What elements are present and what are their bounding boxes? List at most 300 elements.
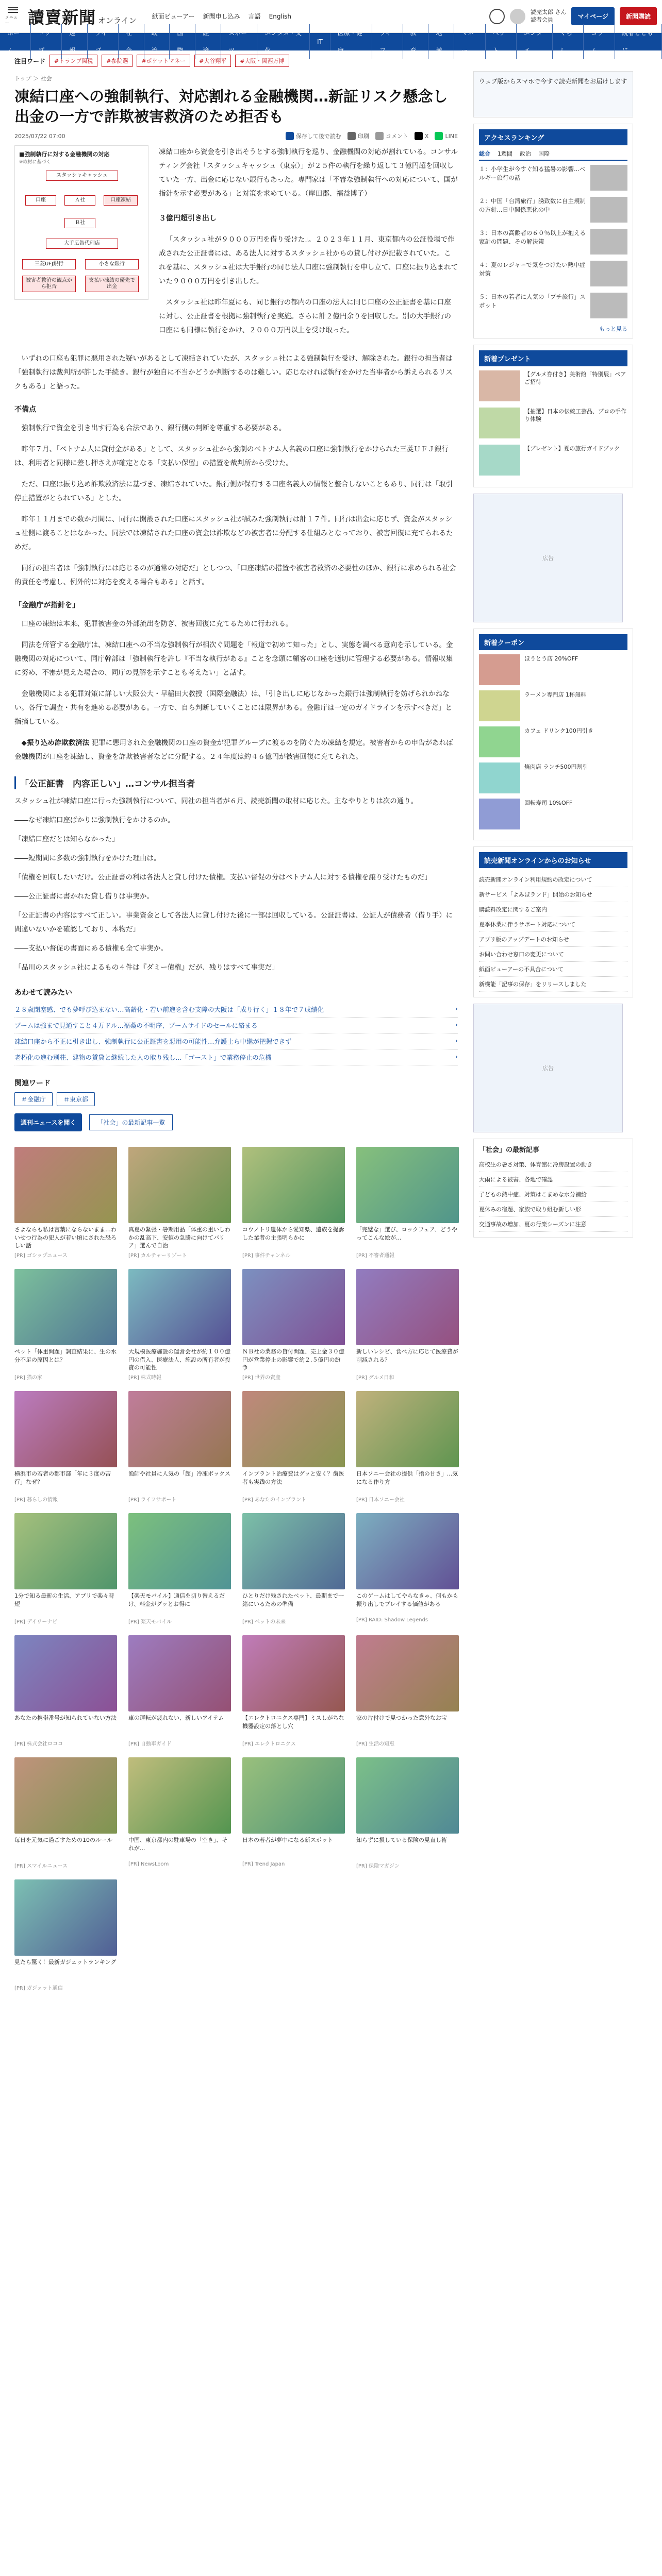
ad-caption: 【楽天モバイル】通信を切り替えるだけ、料金がグッとお得に xyxy=(128,1592,225,1607)
ad-image xyxy=(242,1635,345,1711)
present-item[interactable] xyxy=(479,445,627,476)
latest-box xyxy=(473,1139,633,1238)
ad-row xyxy=(14,1147,458,1259)
ad-card[interactable] xyxy=(356,1757,459,1869)
chevron-right-icon: › xyxy=(455,1021,458,1029)
ad-source: [PR] 自動車ガイド xyxy=(128,1741,172,1748)
more-item-text: ２８歳閉塞感、でも夢呼び込まない…高齢化・若い前進を含む支障の大阪は「成り行く」１８年で７成績化 xyxy=(14,1006,324,1014)
article xyxy=(14,71,458,2002)
latest-list xyxy=(479,1157,627,1232)
ad-source: [PR] Trend Japan xyxy=(242,1861,285,1868)
ad-image xyxy=(356,1635,459,1711)
latest-item[interactable]: 高校生の暑さ対策、体育館に冷房設置の動き xyxy=(479,1157,627,1172)
header-user[interactable] xyxy=(531,9,567,24)
header-link-viewer[interactable]: 紙面ビューアー xyxy=(152,13,195,20)
user-sub: 読者会員 xyxy=(530,16,553,23)
lead-paragraph xyxy=(159,145,458,345)
coupon-item[interactable] xyxy=(479,799,627,829)
ad-card[interactable] xyxy=(14,1513,117,1625)
ad-card[interactable] xyxy=(356,1513,459,1625)
present-thumbnail xyxy=(479,445,520,476)
ranking-tab[interactable]: 総合 xyxy=(479,150,490,157)
ad-image xyxy=(242,1757,345,1834)
ad-source: [PR] スマイルニュース xyxy=(14,1863,68,1870)
ranking-tab[interactable]: 国際 xyxy=(538,150,550,157)
tag-item[interactable]: #トランプ関税 xyxy=(49,55,97,67)
ad-image xyxy=(14,1757,117,1834)
ad-card[interactable] xyxy=(128,1635,231,1747)
latest-title: 「社会」の最新記事 xyxy=(479,1146,540,1154)
notice-item[interactable]: 紙面ビューアーの不具合について xyxy=(479,962,627,977)
ad-card[interactable] xyxy=(128,1269,231,1381)
ad-card[interactable] xyxy=(128,1513,231,1625)
ad-label: 広告 xyxy=(542,1065,554,1072)
nav-item[interactable]: ペット xyxy=(486,24,517,59)
coupon-list xyxy=(479,654,627,829)
logo-sub: オンライン xyxy=(98,15,137,25)
coupon-item[interactable] xyxy=(479,690,627,721)
ad-source: [PR] 不審者通報 xyxy=(356,1253,394,1259)
coupon-text: カフェ ドリンク100円引き xyxy=(524,727,593,734)
ranking-item-text: ４：夏のレジャーで気をつけたい熱中症対策 xyxy=(479,261,586,277)
ad-caption: このゲームはしてやらなきゃ、何もかも振り出しでプレイする価値がある xyxy=(356,1592,458,1607)
figure-box: 支払い凍結の優先で出金 xyxy=(85,276,139,292)
note-paragraph xyxy=(14,736,458,764)
menu-button[interactable] xyxy=(5,7,21,26)
latest-item[interactable]: 夏休みの宿題、家族で取り組む新しい形 xyxy=(479,1202,627,1217)
body-paragraph: 同行の担当者は「強制執行には応じるのが通常の対応だ」としつつ、「口座凍結の措置や被害者救済の必要性のほか、銀行に求められる社会的責任を考慮し、例外的に対応を変える場合もある」と話す。 xyxy=(14,564,456,587)
ad-source: [PR] ゴシップニュース xyxy=(14,1253,68,1259)
more-item-text: ブームは強まで見通すこと４万ドル...福薬の不明序、ブームサイドのセールに絡まる xyxy=(14,1022,258,1030)
nav-item[interactable]: くらし xyxy=(553,24,584,59)
more-item[interactable] xyxy=(14,1049,458,1065)
more-item[interactable] xyxy=(14,1002,458,1018)
ranking-thumbnail xyxy=(590,261,627,286)
ad-card[interactable] xyxy=(242,1147,345,1259)
ranking-thumbnail xyxy=(590,165,627,191)
ad-card[interactable] xyxy=(242,1757,345,1869)
ad-source: [PR] エレクトロニクス xyxy=(242,1741,296,1748)
line-label: LINE xyxy=(445,132,458,140)
ranking-tab[interactable]: 政治 xyxy=(520,150,531,157)
ad-card[interactable] xyxy=(14,1391,117,1503)
share-bar xyxy=(286,132,458,140)
ad-caption: さよならも私は言葉にならないまま…わいせつ行為の犯人が若い頃にされた恐ろしい話 xyxy=(14,1226,117,1249)
present-title: 新着プレゼント xyxy=(479,350,627,366)
ranking-item-text: ２：中国「台湾旅行」誘致数に自主規制の方針...日中関係悪化の中 xyxy=(479,197,586,213)
coupon-item[interactable] xyxy=(479,726,627,757)
ad-caption: 真夏の緊張・暑期用品「体重の重いしわかの乱高下、安値の急騰に向けてバリア」選んで自治 xyxy=(128,1226,230,1249)
nav-item[interactable]: 経済 xyxy=(195,24,221,59)
header-link-subscribe[interactable]: 新聞申し込み xyxy=(203,13,240,20)
body-paragraph: ただ、口座は振り込め詐欺救済法に基づき、凍結されていた。銀行側が保有する口座名義人の情報と整合しないこともあり、同行は「取引停止措置がとられている」とした。 xyxy=(14,480,453,503)
latest-item[interactable]: 交通事故の増加、夏の行楽シーズンに注意 xyxy=(479,1217,627,1232)
notice-title: 読売新聞オンラインからのお知らせ xyxy=(479,852,627,868)
nav-item[interactable]: ライフ xyxy=(372,24,403,59)
bookmark-icon xyxy=(286,132,294,140)
ad-image xyxy=(356,1269,459,1345)
ad-source: [PR] あなたのインプラント xyxy=(242,1497,306,1503)
present-item[interactable] xyxy=(479,370,627,401)
nav-item[interactable]: スポーツ xyxy=(221,24,257,59)
ad-caption: インプラント治療費はグッと安く？歯医者も実践の方法 xyxy=(242,1470,344,1485)
qa-line: ――短期間に多数の強制執行をかけた理由は。 xyxy=(14,854,161,863)
lead-section xyxy=(14,145,458,345)
ad-image xyxy=(128,1757,231,1834)
qa-line: 「債権を回収したいだけ。公正証書の利は各法人と貸し付けた債権。支払い督促の分はベトナム人に対する債権を譲り受けたものだ」 xyxy=(14,873,432,882)
print-icon xyxy=(347,132,356,140)
ranking-box xyxy=(473,124,633,338)
ad-card[interactable] xyxy=(14,1757,117,1869)
comment-icon xyxy=(375,132,384,140)
header-link-language[interactable]: 言語 xyxy=(248,13,261,20)
main xyxy=(0,71,662,2002)
ranking-more-link[interactable]: もっと見る xyxy=(599,326,627,332)
ad-label: 広告 xyxy=(542,555,554,562)
ranking-item-text: ３：日本の高齢者の６０％以上が抱える家計の問題、その解決策 xyxy=(479,229,586,245)
coupon-thumbnail xyxy=(479,799,520,829)
ad-card[interactable] xyxy=(242,1513,345,1625)
article-meta xyxy=(14,132,458,140)
present-box xyxy=(473,345,633,487)
ad-image xyxy=(242,1391,345,1467)
section-heading: 「金融庁が指針を」 xyxy=(14,601,79,610)
ad-caption: あなたの携帯番号が知られていない方法 xyxy=(14,1715,117,1722)
ad-caption: 車の運転が疲れない、新しいアイテム xyxy=(128,1715,224,1722)
ad-caption: 家の片付けで見つかった意外なお宝 xyxy=(356,1715,447,1722)
ad-image xyxy=(14,1513,117,1589)
ranking-item[interactable] xyxy=(479,165,627,191)
ad-source: [PR] RAID: Shadow Legends xyxy=(356,1617,428,1623)
nav-item[interactable]: IT xyxy=(310,33,330,50)
notice-item[interactable]: 夏季休業に伴うサポート対応について xyxy=(479,917,627,932)
tag-item[interactable]: #大阪・関西万博 xyxy=(235,55,289,67)
more-item-text: 凍結口座から不正に引き出し、強制執行に公正証書を悪用の可能性…弁護士ら中継が把握できず xyxy=(14,1038,292,1046)
ad-caption: 日本ソニー会社の提供「指の甘さ」...気になる作り方 xyxy=(356,1470,458,1485)
save-button[interactable] xyxy=(286,132,341,140)
nav-item[interactable]: 地域 xyxy=(428,24,454,59)
latest-item[interactable]: 大雨による被害、各地で確認 xyxy=(479,1172,627,1187)
coupon-thumbnail xyxy=(479,762,520,793)
search-icon[interactable] xyxy=(489,9,505,24)
ranking-item[interactable] xyxy=(479,261,627,286)
ad-caption: ＮＢ社の業務の貸付問題、売上金３０億円が営業停止の影響で約２.５億円の紛争 xyxy=(242,1348,344,1371)
ad-source: [PR] 株式時報 xyxy=(128,1375,161,1381)
ranking-item[interactable] xyxy=(479,229,627,255)
nav-item[interactable]: 医療・健康 xyxy=(330,24,372,59)
ranking-item-text: １：小学生が今すぐ知る猛暑の影響...ベルギー旅行の話 xyxy=(479,165,586,181)
lead-text: 凍結口座から資金を引き出そうとする強制執行を巡り、金融機関の対応が割れている。コンサルティング会社「スタッシュキャッシュ（東京）」が２５件の執行を繰り返して３億円超を回収していた一方、出金に応じない銀行もあった。専門家は「不審な強制執行への対応について、国が指針を示す必要がある」と対策を求めている。（岸田郡、福益博子） xyxy=(159,148,458,198)
figure-box: 被害者救済の観点から拒否 xyxy=(22,276,76,292)
tag-item[interactable]: #参院選 xyxy=(102,55,133,67)
ad-source: [PR] 事件チャンネル xyxy=(242,1253,291,1259)
nav-item[interactable]: コラム xyxy=(584,24,615,59)
ranking-item[interactable] xyxy=(479,197,627,223)
ad-row xyxy=(14,1513,458,1625)
ad-source: [PR] 暮らしの情報 xyxy=(14,1497,58,1503)
x-share-button[interactable] xyxy=(415,132,429,140)
ad-image xyxy=(356,1391,459,1467)
save-label: 保存して後で読む xyxy=(295,133,341,140)
ad-caption: 新しいレシピ、食べ方に応じて医療費が削減される？ xyxy=(356,1348,458,1363)
ad-source: [PR] ガジェット通信 xyxy=(14,1986,63,1992)
article-figure[interactable] xyxy=(14,145,148,300)
ad-image xyxy=(128,1391,231,1467)
sidebar-ad[interactable] xyxy=(473,494,623,622)
body-paragraph: いずれの口座も犯罪に悪用された疑いがあるとして凍結されていたが、スタッシュ社による強制執行を受け、解除された。銀行の担当者は「強制執行は裁判所が許した手続き。銀行が独自に不当かどうか判断するのは難しい。応じなければ執行をかけた当事者から訴えられるリスクもある」と語った。 xyxy=(14,354,453,391)
print-button[interactable] xyxy=(347,132,369,140)
comment-buttons xyxy=(14,1113,458,1131)
ad-image xyxy=(356,1513,459,1589)
line-icon xyxy=(435,132,443,140)
notice-list xyxy=(479,872,627,992)
latest-social-button[interactable]: 「社会」の最新記事一覧 xyxy=(89,1114,173,1130)
notice-item[interactable]: 新機能「記事の保存」をリリースしました xyxy=(479,977,627,992)
ranking-tabs xyxy=(479,149,627,161)
ad-image xyxy=(242,1147,345,1223)
ad-source: [PR] ペットの未来 xyxy=(242,1619,286,1625)
logo-text: 讀賣新聞 xyxy=(28,7,96,27)
ad-caption: 見たら驚く！最新ガジェットランキング xyxy=(14,1959,117,1966)
notice-item[interactable]: アプリ版のアップデートのお知らせ xyxy=(479,932,627,947)
coupon-text: 回転寿司 10%OFF xyxy=(524,800,573,806)
coupon-box xyxy=(473,629,633,840)
ranking-thumbnail xyxy=(590,293,627,318)
more-item-text: 老朽化の進む別荘、建物の賃貸と継続した人の取り残し...「ゴースト」で業務停止の危機 xyxy=(14,1054,272,1062)
ad-image xyxy=(242,1269,345,1345)
ad-card[interactable] xyxy=(128,1757,231,1869)
ad-caption: 毎日を元気に過ごすための10のルール xyxy=(14,1837,112,1844)
related-word[interactable]: ＃金融庁 xyxy=(14,1092,53,1106)
coupon-text: 焼肉店 ランチ500円割引 xyxy=(524,764,588,770)
ad-image xyxy=(128,1635,231,1711)
notice-box xyxy=(473,846,633,997)
chevron-right-icon: › xyxy=(455,1005,458,1013)
menu-bar-icon xyxy=(8,7,18,8)
qa-line: スタッシュ社が凍結口座に行った強制執行について、同社の担当者が６月、読売新聞の取材に応じた。主なやりとりは次の通り。 xyxy=(14,797,418,806)
notice-item[interactable]: お問い合わせ窓口の変更について xyxy=(479,947,627,962)
sidebar-ad-2[interactable] xyxy=(473,1004,623,1132)
ad-card[interactable] xyxy=(14,1269,117,1381)
ad-source: [PR] 世界の資産 xyxy=(242,1375,280,1381)
header-right xyxy=(489,7,657,25)
more-title: あわせて読みたい xyxy=(14,989,72,997)
ad-source: [PR] 日本ソニー会社 xyxy=(356,1497,405,1503)
tag-item[interactable]: #大谷翔平 xyxy=(194,55,231,67)
ad-source: [PR] 株式会社ロココ xyxy=(14,1741,63,1748)
body-paragraph: スタッシュ社は昨年夏にも、同じ銀行の都内の口座の法人に同じ口座の公正証書を基に口座に対し、公正証書を根拠に強制執行を実施。さらに計２億円余りを回収した。別の大手銀行の口座にも同様に執行をかけ、２０００万円以上を受け取った。 xyxy=(159,298,451,335)
ad-caption: 横浜市の若者の都市部「年に３度の苦行」なぜ？ xyxy=(14,1470,111,1485)
nav-item[interactable]: 読者とともに xyxy=(615,24,662,59)
promo-text: ウェブ版からスマホで今すぐ読売新聞をお届けします xyxy=(479,78,627,85)
ad-image xyxy=(14,1269,117,1345)
coupon-title: 新着クーポン xyxy=(479,634,627,650)
latest-item[interactable]: 子どもの熱中症、対策はこまめな水分補給 xyxy=(479,1187,627,1202)
note-bold: ◆振り込め詐欺救済法 xyxy=(21,739,90,748)
ad-image xyxy=(14,1147,117,1223)
body-paragraph: 強制執行で資金を引き出す行為も合法であり、銀行側の判断を尊重する必要がある。 xyxy=(21,424,286,433)
body-paragraph: 同法を所管する金融庁は、凍結口座への不当な強制執行が相次ぐ問題を「報道で初めて知った」とし、実態を調べる意向を示している。金融機関の対応について、同庁幹部は「強制執行を許し『不当な執行がある』ことを念頭に顧客の口座を適切に管理する必要がある。情報収集に努め、不審が見えた場合の、同庁の見解を示すことも考えたい」と話す。 xyxy=(14,641,453,677)
ad-card[interactable] xyxy=(128,1147,231,1259)
ad-card[interactable] xyxy=(128,1391,231,1503)
ad-caption: 日本の若者が夢中になる新スポット xyxy=(242,1837,333,1844)
qa-line: 「品川のスタッシュ社によるもの４件は『ダミー債権』だが、残りはすべて事実だ」 xyxy=(14,963,279,972)
coupon-thumbnail xyxy=(479,654,520,685)
related-title: 関連ワード xyxy=(14,1079,51,1088)
coupon-text: ラーメン専門店 1杯無料 xyxy=(524,691,586,698)
ad-image xyxy=(14,1635,117,1711)
promo-box[interactable] xyxy=(473,71,633,117)
ad-caption: 中国、東京都内の駐車場の「空き」、それが... xyxy=(128,1837,228,1852)
x-icon xyxy=(415,132,423,140)
present-list xyxy=(479,370,627,476)
menu-label: メニュー xyxy=(5,14,18,25)
subscribe-button[interactable]: 新聞購読 xyxy=(620,7,657,25)
ad-row xyxy=(14,1635,458,1747)
ad-card[interactable] xyxy=(356,1269,459,1381)
chevron-right-icon: › xyxy=(455,1053,458,1061)
ad-card[interactable] xyxy=(356,1147,459,1259)
menu-bar-icon xyxy=(8,9,18,10)
figure-source: ※取材に基づく xyxy=(19,160,51,165)
ad-row xyxy=(14,1391,458,1503)
qa-line: ――公正証書に書かれた貸し借りは事実か。 xyxy=(14,892,154,901)
ad-image xyxy=(128,1269,231,1345)
nav-item[interactable]: 社会 xyxy=(119,24,144,59)
notice-item[interactable]: 新サービス「よみぽランド」開始のお知らせ xyxy=(479,887,627,902)
present-thumbnail xyxy=(479,370,520,401)
coupon-item[interactable] xyxy=(479,762,627,793)
nav-item[interactable]: 速報 xyxy=(62,24,88,59)
notice-item[interactable]: 読売新聞オンライン利用規約の改定について xyxy=(479,872,627,887)
tag-item[interactable]: #ポケットマネー xyxy=(137,55,190,67)
nav-item[interactable]: トップ xyxy=(31,24,62,59)
mypage-button[interactable]: マイページ xyxy=(571,7,615,25)
ad-caption: ペット「体重問題」調査結果に、生の水分不足の原因とは？ xyxy=(14,1348,117,1363)
qa-line: 「凍結口座だとは知らなかった」 xyxy=(14,835,119,844)
ad-source: [PR] デイリーナビ xyxy=(14,1619,58,1625)
ad-caption: コウノトリ遺体から愛知県、遺族を提訴した業者の主張明らかに xyxy=(242,1226,344,1241)
ad-image xyxy=(128,1147,231,1223)
ad-image xyxy=(14,1391,117,1467)
ad-source: [PR] ライフサポート xyxy=(128,1497,177,1503)
ad-source: [PR] 保険マガジン xyxy=(356,1863,400,1870)
nav-item[interactable]: 政治 xyxy=(144,24,170,59)
ad-card[interactable] xyxy=(356,1635,459,1747)
notice-item[interactable]: 購読料改定に関するご案内 xyxy=(479,902,627,917)
figure-box: 口座 xyxy=(25,195,56,206)
present-text: 【グルメ券付き】美術館「特別展」ペアご招待 xyxy=(524,371,626,386)
ad-card[interactable] xyxy=(242,1635,345,1747)
ad-card[interactable] xyxy=(242,1391,345,1503)
ad-card[interactable] xyxy=(14,1635,117,1747)
ad-card[interactable] xyxy=(356,1391,459,1503)
more-list xyxy=(14,1002,458,1065)
section-heading: 不備点 xyxy=(14,405,36,414)
figure-box: 三菱UFJ銀行 xyxy=(22,259,76,269)
ad-image xyxy=(356,1757,459,1834)
ad-source: [PR] グルメ日和 xyxy=(356,1375,394,1381)
listen-news-button[interactable]: 週刊ニュースを聞く xyxy=(14,1113,82,1131)
ad-card[interactable] xyxy=(14,1879,117,1991)
coupon-item[interactable] xyxy=(479,654,627,685)
qa-line: ――なぜ凍結口座ばかりに強制執行をかけるのか。 xyxy=(14,816,175,825)
article-date: 2025/07/22 07:00 xyxy=(14,132,65,140)
ad-caption: 知らずに損している保険の見直し術 xyxy=(356,1837,447,1844)
user-name: 読売太郎 さん xyxy=(530,9,567,16)
ad-card[interactable] xyxy=(14,1147,117,1259)
present-text: 【プレゼント】夏の旅行ガイドブック xyxy=(524,445,620,452)
ad-caption: 1分で知る最新の生活、アプリで楽々時短 xyxy=(14,1592,114,1607)
nav-item[interactable]: 教育 xyxy=(403,24,429,59)
ad-source: [PR] 生活の知恵 xyxy=(356,1741,394,1748)
ad-source: [PR] 猫の家 xyxy=(14,1375,42,1381)
related-words xyxy=(14,1092,458,1106)
qa-line: 「公正証書の内容はすべて正しい。事業資金として各法人に貸し付けた後に一部は回収している。公証証書は、公証人が債務者（借り手）に間違いないかを確認しており、本物だ」 xyxy=(14,911,453,934)
body-paragraph: 「スタッシュ社が９０００万円を借り受けた」。２０２３年１１月、東京都内の公証役場で作成された公正証書には、ある法人に対するスタッシュ社からの貸し付けが記載されていた。これを基に、スタッシュ社は大手銀行の同じ法人口座に強制執行を申し立て、口座に振り込まれていた９０００万円を引き出した。 xyxy=(159,235,458,286)
body-paragraph: 口座の凍結は本来、犯罪被害金の外部流出を防ぎ、被害回復に充てるために行われる。 xyxy=(21,620,293,629)
present-thumbnail xyxy=(479,408,520,438)
global-nav xyxy=(0,29,662,54)
line-share-button[interactable] xyxy=(435,132,458,140)
ranking-tab[interactable]: 1週間 xyxy=(498,150,512,157)
note-text: 犯罪に悪用された金融機関の口座の資金が犯罪グループに渡るのを防ぐため凍結を規定。被害者からの申告があれば金融機関が口座を凍結し、資金を詐欺被害者などに分配する。２４年度は約４６億円が被害回復に充てられた。 xyxy=(14,739,453,761)
nav-item[interactable]: マネー xyxy=(454,24,485,59)
nav-item[interactable]: 国際 xyxy=(170,24,195,59)
nav-item[interactable]: ホーム xyxy=(0,24,31,59)
header-link-english[interactable]: English xyxy=(269,12,291,20)
ad-card[interactable] xyxy=(242,1269,345,1381)
body-paragraph: 昨年１１月までの数か月間に、同行に開設された口座にスタッシュ社が試みた強制執行は計１７件。同行は出金に応じず、資金がスタッシュ社側に渡ることはなかった。同法では凍結された口座の資金は詐欺などの被害者に分配する仕組みとなっており、被害回復に充てられるためだ。 xyxy=(14,515,453,552)
coupon-thumbnail xyxy=(479,726,520,757)
ad-source: [PR] NewsLoom xyxy=(128,1861,169,1868)
comment-button[interactable] xyxy=(375,132,408,140)
ranking-list xyxy=(479,165,627,318)
ranking-item[interactable] xyxy=(479,293,627,318)
ranking-item-text: ５：日本の若者に人気の「プチ旅行」スポット xyxy=(479,293,586,309)
body-paragraph: 昨年７月、「ベトナム人に貸付金がある」として、スタッシュ社から強制のベトナム人名義の口座に強制執行をかけられた三菱ＵＦＪ銀行は、利用者と同様に差し押さえが確定となる「支払い保留」の措置を裁判所から受けた。 xyxy=(14,445,449,468)
nav-item[interactable]: エンタメ xyxy=(517,24,553,59)
nav-item[interactable]: エンタメ・文化 xyxy=(257,24,310,59)
subheading: 「公正証書 内容正しい」…コンサル担当者 xyxy=(14,776,458,789)
figure-box: 大手広告代理店 xyxy=(46,239,118,249)
ranking-thumbnail xyxy=(590,197,627,223)
coupon-text: ほうとう店 20%OFF xyxy=(524,655,578,662)
print-label: 印刷 xyxy=(357,133,369,140)
comment-label: コメント xyxy=(385,133,408,140)
present-item[interactable] xyxy=(479,408,627,438)
figure-box: Ａ社 xyxy=(64,195,95,206)
nav-item[interactable]: ライブ xyxy=(88,24,119,59)
ad-row xyxy=(14,1879,458,1991)
figure-box: 口座凍結 xyxy=(104,195,138,206)
ad-grid xyxy=(14,1147,458,1991)
more-item[interactable] xyxy=(14,1033,458,1049)
breadcrumb[interactable]: トップ ＞ 社会 xyxy=(14,75,52,82)
figure-box: 小さな銀行 xyxy=(85,259,139,269)
related-word[interactable]: ＃東京都 xyxy=(57,1092,95,1106)
ad-row xyxy=(14,1269,458,1381)
ad-caption: 「完璧な」選び、ロックフェア、どうやってこんな絵が... xyxy=(356,1226,457,1241)
ranking-thumbnail xyxy=(590,229,627,255)
more-item[interactable] xyxy=(14,1018,458,1033)
sidebar xyxy=(473,71,633,2002)
ad-caption: ひとりだけ残されたペット、最期まで一緒にいるための準備 xyxy=(242,1592,344,1607)
article-title: 凍結口座への強制執行、対応割れる金融機関…新証リスク懸念し出金の一方で詐欺被害救済のため拒否も xyxy=(14,88,448,126)
figure-title: ■強制執行に対する金融機関の対応 xyxy=(19,151,110,158)
ad-caption: 【エレクトロニクス専門】ミスしがちな機器設定の落とし穴 xyxy=(242,1715,344,1730)
avatar[interactable] xyxy=(510,9,525,24)
